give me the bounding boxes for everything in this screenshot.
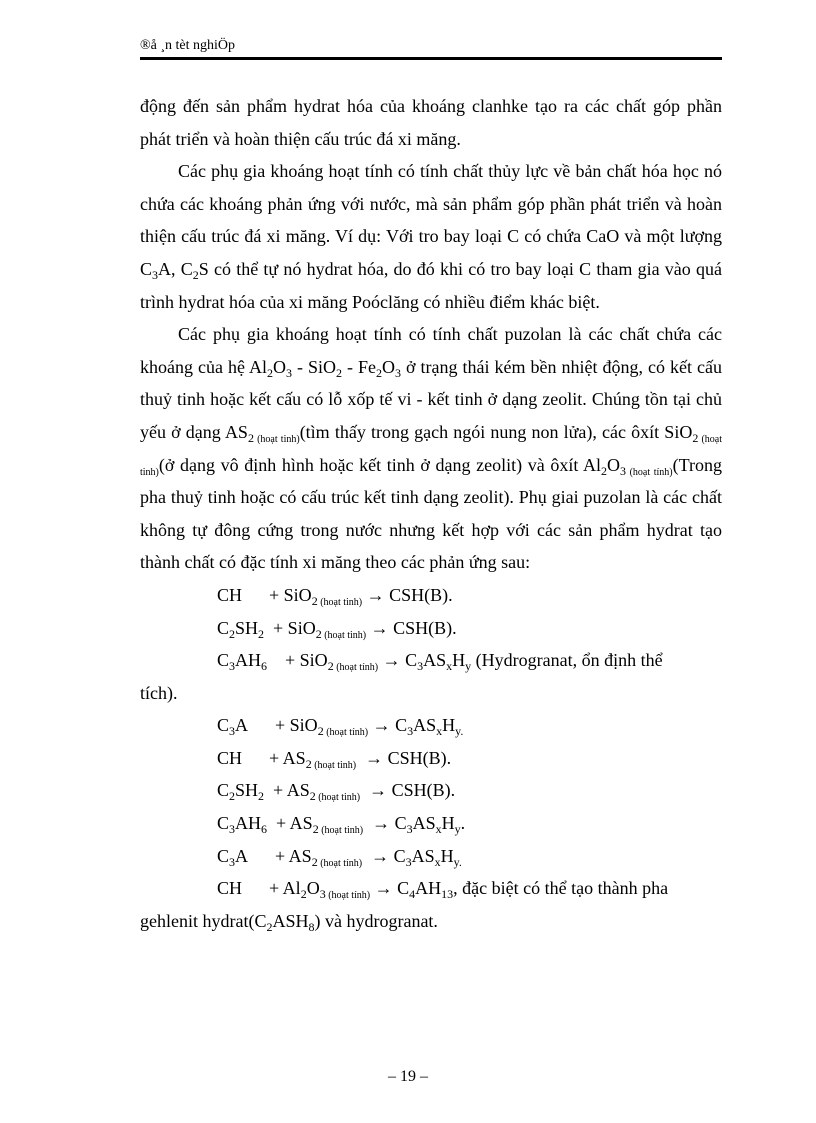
page-number: – 19 – bbox=[388, 1068, 428, 1085]
equation-5: CH + $AS_{2 (hoạt tinh)} \to CSH(B)$. bbox=[217, 747, 452, 771]
page-header: ®å ¸n tèt nghiÖp bbox=[140, 38, 236, 53]
equation-8: $C_3A$ + $AS_{2 (hoạt tính)} \to C_3AS_xH_{y.}$ bbox=[217, 845, 462, 869]
header-rule bbox=[140, 57, 722, 60]
body-text bbox=[140, 90, 722, 937]
equation-9: CH + $Al_2O_{3 (hoạt tính)} \to C_4AH_{13}$, đặc biệt có thể tạo thành pha bbox=[217, 878, 669, 902]
paragraph-3: Các phụ gia khoáng hoạt tính có tính chất puzolan là các chất chứa các khoáng của hệ $Al_2O_3 - SiO_2 - Fe_2O_3$ ở trạng thái kém bền nhiệt động, có kết cấu thuỷ tinh hoặc kết cấu có lỗ xốp tế vi - kết tinh ở dạng zeolit. Chúng tồn tại chủ yếu ở dạng $AS_{2 (hoạt tinh)}(tìm$ thấy trong gạch ngói nung non lửa), các ôxít SiO$_{2 (hoạt tinh)}$(ở dạng vô định hình hoặc kết tinh ở dạng zeolit) và ôxít $Al_2O_{3 (hoạt tính)}(Trong$ pha thuỷ tinh hoặc có cấu trúc kết tinh dạng zeolit). Phụ giai puzolan là các chất không tự đông cứng trong nước nhưng kết hợp với các sản phẩm hydrat tạo thành chất có đặc tính xi măng theo các phản ứng sau: bbox=[140, 324, 723, 573]
equation-3: $C_3AH_6$ + $SiO_{2 (hoạt tính)} \to C_3AS_xH_y$ (Hydrogranat, ổn định thể bbox=[217, 650, 663, 674]
equation-9-continued: gehlenit $hydrat(C_2ASH_8)$ và hydrogranat. bbox=[140, 910, 438, 934]
equation-1: CH + SiO$_{2 (hoạt tinh)}$ → CSH(B). bbox=[217, 584, 453, 608]
paragraph-2: Các phụ gia khoáng hoạt tính có tính chất thủy lực về bản chất hóa học nó chứa các khoáng phản ứng với nước, mà sản phẩm góp phần phát triển và hoàn thiện cấu trúc đá xi măng. Ví dụ: Với tro bay loại C có chứa CaO và một lượng $C_3A$, $C_2S$ có thể tự nó hydrat hóa, do đó khi có tro bay loại C tham gia vào quá trình hydrat hóa của xi măng Poóclăng có nhiều điểm khác biệt. bbox=[140, 161, 722, 312]
equation-2: $C_2SH_2 + SiO_{2 (hoạt tinh)} \to CSH(B)$. bbox=[217, 617, 457, 641]
paragraph-1: động đến sản phẩm hydrat hóa của khoáng clanhke tạo ra các chất góp phần phát triển và hoàn thiện cấu trúc đá xi măng. bbox=[140, 96, 722, 149]
equation-7: $C_3AH_6 + AS_{2 (hoạt tinh)} \to C_3AS_xH_y$. bbox=[217, 813, 466, 837]
equation-6: $C_2SH_2 + AS_{2 (hoạt tinh)} \to CSH(B)$. bbox=[217, 780, 456, 804]
equation-3-continued: tích). bbox=[140, 682, 178, 703]
equation-4: $C_3A$ + $SiO_{2 (hoạt tính)} \to C_3AS_xH_{y.}$ bbox=[217, 715, 464, 739]
